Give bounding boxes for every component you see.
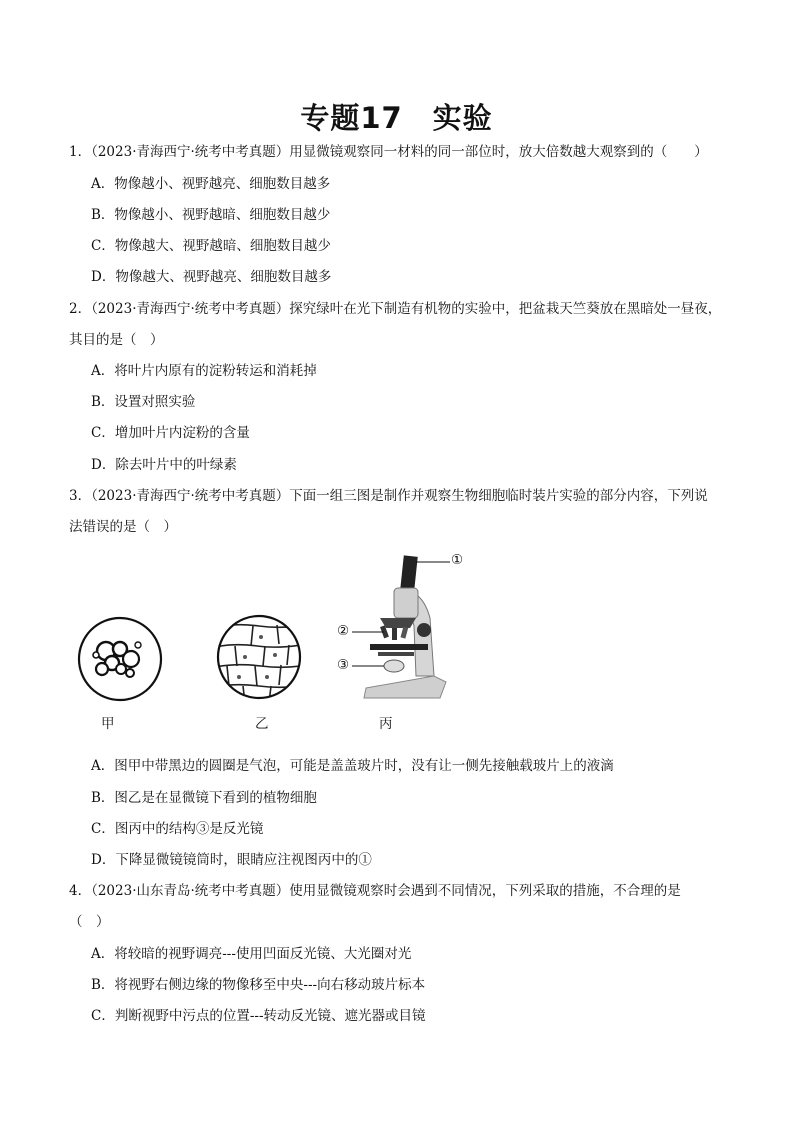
- question-3-option-b: B．图乙是在显微镜下看到的植物细胞: [91, 790, 317, 806]
- question-3-option-c: C．图丙中的结构③是反光镜: [91, 821, 264, 837]
- question-1-option-b: B．物像越小、视野越暗、细胞数目越少: [91, 207, 331, 223]
- page-title: 专题17 实验: [300, 101, 493, 135]
- question-4-option-b: B．将视野右侧边缘的物像移至中央---向右移动玻片标本: [91, 977, 426, 993]
- marker-3: ③: [337, 657, 350, 673]
- figure-label-yi: 乙: [255, 716, 269, 732]
- question-4-option-c: C．判断视野中污点的位置---转动反光镜、遮光器或目镜: [91, 1008, 426, 1024]
- figure-label-jia: 甲: [101, 716, 115, 732]
- marker-2: ②: [337, 623, 350, 639]
- marker-1: ①: [451, 552, 464, 568]
- question-4-option-a: A．将较暗的视野调亮---使用凹面反光镜、大光圈对光: [91, 946, 412, 962]
- question-2-stem-line-2: 其目的是（ ）: [69, 332, 164, 348]
- question-4-stem-line-1: 4．（2023·山东青岛·统考中考真题）使用显微镜观察时会遇到不同情况，下列采取的措施，不合理的是: [69, 883, 681, 899]
- question-1-option-d: D．物像越大、视野越亮、细胞数目越多: [91, 269, 332, 285]
- question-2-option-d: D．除去叶片中的叶绿素: [91, 457, 237, 473]
- question-2-option-a: A．将叶片内原有的淀粉转运和消耗掉: [91, 363, 317, 379]
- question-1-option-a: A．物像越小、视野越亮、细胞数目越多: [91, 176, 331, 192]
- question-3-option-d: D．下降显微镜镜筒时，眼睛应注视图丙中的①: [91, 852, 372, 868]
- figure-bing-microscope: [330, 548, 480, 703]
- question-4-stem-line-2: （ ）: [69, 914, 110, 930]
- question-3-stem-line-1: 3．（2023·青海西宁·统考中考真题）下面一组三图是制作并观察生物细胞临时装片实验的部分内容，下列说: [69, 488, 708, 504]
- question-2-option-b: B．设置对照实验: [91, 394, 196, 410]
- question-2-option-c: C．增加叶片内淀粉的含量: [91, 425, 250, 441]
- figure-label-bing: 丙: [379, 716, 393, 732]
- question-2-stem-line-1: 2．（2023·青海西宁·统考中考真题）探究绿叶在光下制造有机物的实验中，把盆栽天竺葵放在黑暗处一昼夜，: [69, 301, 722, 317]
- figure-yi-plant-cells: [215, 613, 305, 703]
- question-3-stem-line-2: 法错误的是（ ）: [69, 519, 177, 535]
- question-3-option-a: A．图甲中带黑边的圆圈是气泡，可能是盖盖玻片时，没有让一侧先接触载玻片上的液滴: [91, 758, 614, 774]
- question-1-stem: 1．（2023·青海西宁·统考中考真题）用显微镜观察同一材料的同一部位时，放大倍数越大观察到的（ ）: [69, 144, 708, 160]
- figure-jia-bubbles: [76, 615, 166, 705]
- question-1-option-c: C．物像越大、视野越暗、细胞数目越少: [91, 238, 331, 254]
